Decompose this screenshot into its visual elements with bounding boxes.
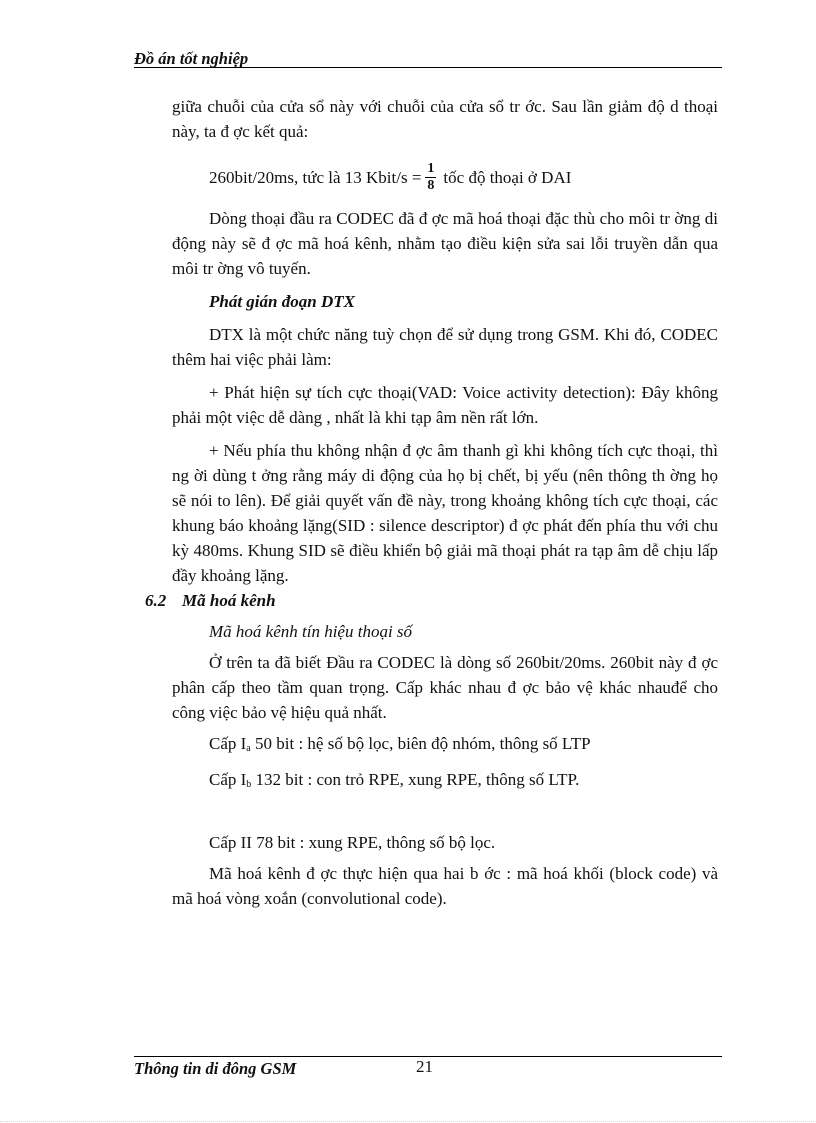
paragraph: Mã hoá kênh đ ợc thực hiện qua hai b ớc : mã hoá khối (block code) và mã hoá vòng xoắn (convolutional code). [172, 864, 718, 908]
page-bottom-border [0, 1121, 816, 1122]
fraction-numerator: 1 [427, 160, 435, 176]
footer-title: Thông tin di đông GSM [134, 1059, 297, 1078]
section-number: 6.2 [145, 591, 167, 610]
class-ia-subscript: a [246, 743, 251, 754]
formula-text-after: tốc độ thoại ở DAI [443, 167, 572, 187]
paragraph: + Nếu phía thu không nhận đ ợc âm thanh gì khi không tích cực thoại, thì ng ời dùng t ởng rằng máy di động của họ bị chết, bị yếu (nên thông th ờng họ sẽ nói to lên). Để giải quyết vấn đề này, trong khoảng không tích cực thoại, các khung báo khoảng lặng(SID : silence descriptor) đ ợc phát đến phía thu với chu kỳ 480ms. Khung SID sẽ điều khiển bộ giải mã thoại phát ra tạp âm dễ chịu lấp đầy khoảng lặng. [172, 441, 718, 585]
section-heading [145, 588, 718, 613]
header-rule [134, 67, 722, 68]
page-number: 21 [416, 1057, 433, 1076]
page-content [145, 94, 718, 911]
formula-line [172, 154, 718, 200]
fraction-denominator: 8 [427, 177, 435, 193]
paragraph: Ở trên ta đã biết Đầu ra CODEC là dòng số 260bit/20ms. 260bit này đ ợc phân cấp theo tầm quan trọng. Cấp khác nhau đ ợc bảo vệ khác nhauđể cho công việc bảo vệ hiệu quả nhất. [172, 653, 718, 722]
class-ib-prefix: Cấp I [209, 770, 247, 789]
paragraph: DTX là một chức năng tuỳ chọn để sử dụng trong GSM. Khi đó, CODEC thêm hai việc phải làm: [172, 325, 718, 369]
class-ia-line [172, 731, 718, 761]
class-ib-text: 132 bit : con trỏ RPE, xung RPE, thông số LTP. [251, 770, 580, 789]
fraction [425, 161, 436, 194]
subheading-channel-coding: Mã hoá kênh tín hiệu thoại số [209, 622, 413, 641]
paragraph: Dòng thoại đầu ra CODEC đã đ ợc mã hoá thoại đặc thù cho môi tr ờng di động này sẽ đ ợc mã hoá kênh, nhằm tạo điều kiện sửa sai lỗi truyền dẫn qua môi tr ờng vô tuyến. [172, 209, 718, 278]
class-ib-subscript: b [246, 779, 252, 790]
section-title: Mã hoá kênh [182, 591, 276, 610]
class-ib-line [172, 767, 718, 797]
class-ii-line: Cấp II 78 bit : xung RPE, thông số bộ lọc. [209, 833, 496, 852]
subheading-dtx: Phát gián đoạn DTX [209, 292, 355, 311]
class-ia-prefix: Cấp I [209, 734, 247, 753]
formula-text-before: 260bit/20ms, tức là 13 Kbit/s = [209, 167, 422, 187]
paragraph: + Phát hiện sự tích cực thoại(VAD: Voice activity detection): Đây không phải một việc dễ dàng , nhất là khi tạp âm nền rất lớn. [172, 383, 718, 427]
class-ia-text: 50 bit : hệ số bộ lọc, biên độ nhóm, thông số LTP [250, 734, 591, 753]
page-header-title: Đồ án tốt nghiệp [134, 49, 249, 68]
paragraph: giữa chuỗi của cửa sổ này với chuỗi của cửa sổ tr ớc. Sau lần giảm độ d thoại này, ta đ ợc kết quả: [172, 97, 718, 141]
